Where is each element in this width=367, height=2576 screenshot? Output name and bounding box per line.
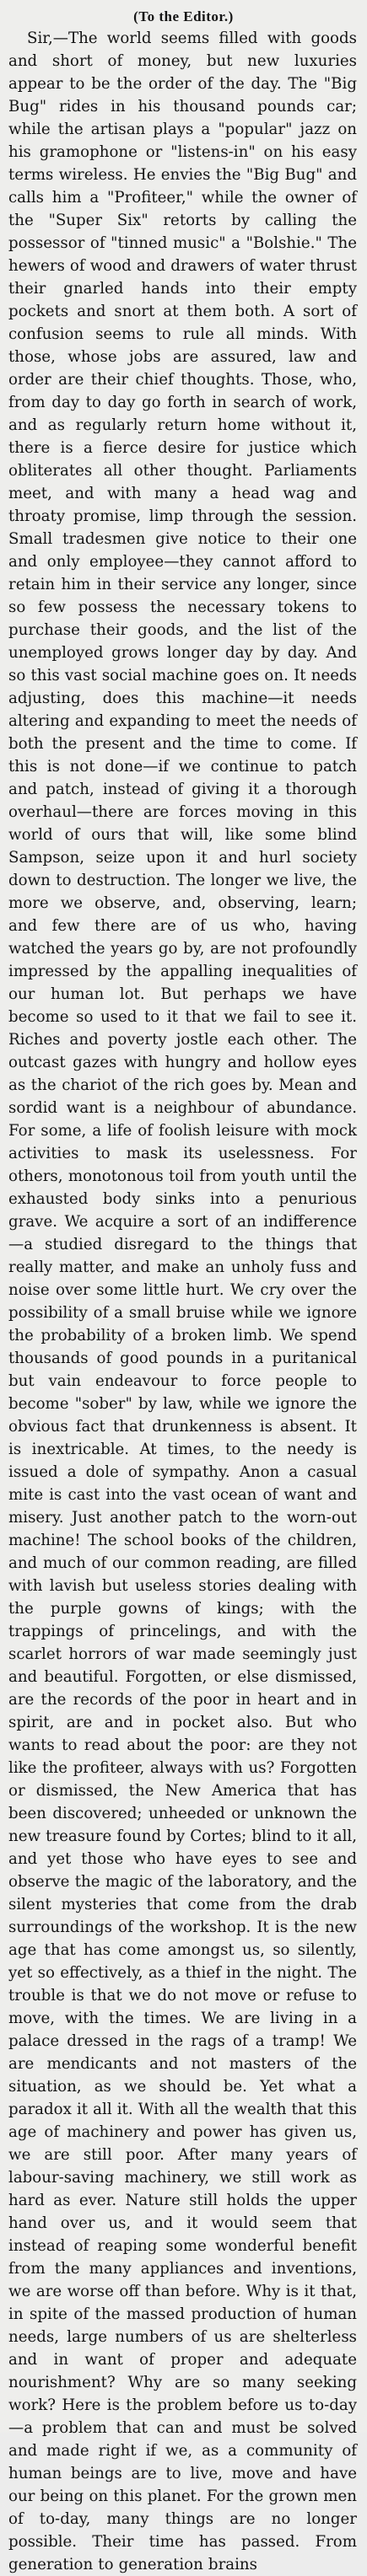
letter-body: Sir,—The world seems filled with goods and short of money, but new luxuries appear to be the order of the day. The "Big Bug" rides in his thousand pounds car; while the artisan plays a "popular" jazz on his gramophone or "listens-in" on his easy terms wireless. He envies the "Big Bug" and calls him a "Profiteer," while the owner of the "Super Six" retorts by calling the possessor of "tinned music" a "Bolshie." The hewers of wood and drawers of water thrust their gnarled hands into their empty pockets and snort at them both. A sort of confusion seems to rule all minds. With those, whose jobs are assured, law and order are their chief thoughts. Those, who, from day to day go forth in search of work, and as regularly return home without it, there is a fierce desire for justice which obliterates all other thought. Parliaments meet, and with many a head wag and throaty promise, limp through the session. Small tradesmen give notice to their one and only employee—they cannot afford to retain him in their service any longer, since so few possess the necessary tokens to purchase their goods, and the list of the unemployed grows longer day by day. And so this vast social machine goes on. It needs adjusting, does this machine—it needs altering and expanding to meet the needs of both the present and the time to come. If this is not done—if we continue to patch and patch, instead of giving it a thorough overhaul—there are forces moving in this world of ours that will, like some blind Sampson, seize upon it and hurl society down to destruction. The longer we live, the more we observe, and, observing, learn; and few there are of us who, having watched the years go by, are not profoundly impressed by the appalling inequalities of our human lot. But perhaps we have become so used to it that we fail to see it. Riches and poverty jostle each other. The outcast gazes with hungry and hollow eyes as the chariot of the rich goes by. Mean and sordid want is a neighbour of abundance. For some, a life of foolish leisure with mock activities to mask its uselessness. For others, monotonous toil from youth until the exhausted body sinks into a penurious grave. We acquire a sort of an indifference—a studied disregard to the things that really matter, and make an unholy fuss and noise over some little hurt. We cry over the possibility of a small bruise while we ignore the probability of a broken limb. We spend thousands of good pounds in a puritanical but vain endeavour to force people to become "sober" by law, while we ignore the obvious fact that drunkenness is absent. It is inextricable. At times, to the needy is issued a dole of sympathy. Anon a casual mite is cast into the vast ocean of want and misery. Just another patch to the worn-out machine! The school books of the children, and much of our common reading, are filled with lavish but useless stories dealing with the purple gowns of kings; with the trappings of princelings, and with the scarlet horrors of war made seemingly just and beautiful. Forgotten, or else dismissed, are the records of the poor in heart and in spirit, are and in pocket also. But who wants to read about the poor: are they not like the profiteer, always with us? Forgotten or dismissed, the New America that has been discovered; unheeded or unknown the new treasure found by Cortes; blind to it all, and yet those who have eyes to see and observe the magic of the laboratory, and the silent mysteries that come from the drab surroundings of the workshop. It is the new age that has come amongst us, so silently, yet so effectively, as a thief in the night. The trouble is that we do not move or refuse to move, with the times. We are living in a palace dressed in the rags of a tramp! We are mendicants and not masters of the situation, as we should be. Yet what a paradox it all it. With all the wealth that this age of machinery and power has given us, we are still poor. After many years of labour-saving machinery, we still work as hard as ever. Nature still holds the upper hand over us, and it would seem that instead of reaping some wonderful benefit from the many appliances and inventions, we are worse off than before. Why is it that, in spite of the massed production of human needs, large numbers of us are shelterless and in want of proper and adequate nourishment? Why are so many seeking work? Here is the problem before us to-day—a problem that can and must be solved and made right if we, as a community of human beings are to live, move and have our being on this planet. For the grown men of to-day, many things are no longer possible. Their time has passed. From generation to generation brains	[8, 30, 357, 2573]
letter-heading: (To the Editor.)	[133, 8, 234, 24]
